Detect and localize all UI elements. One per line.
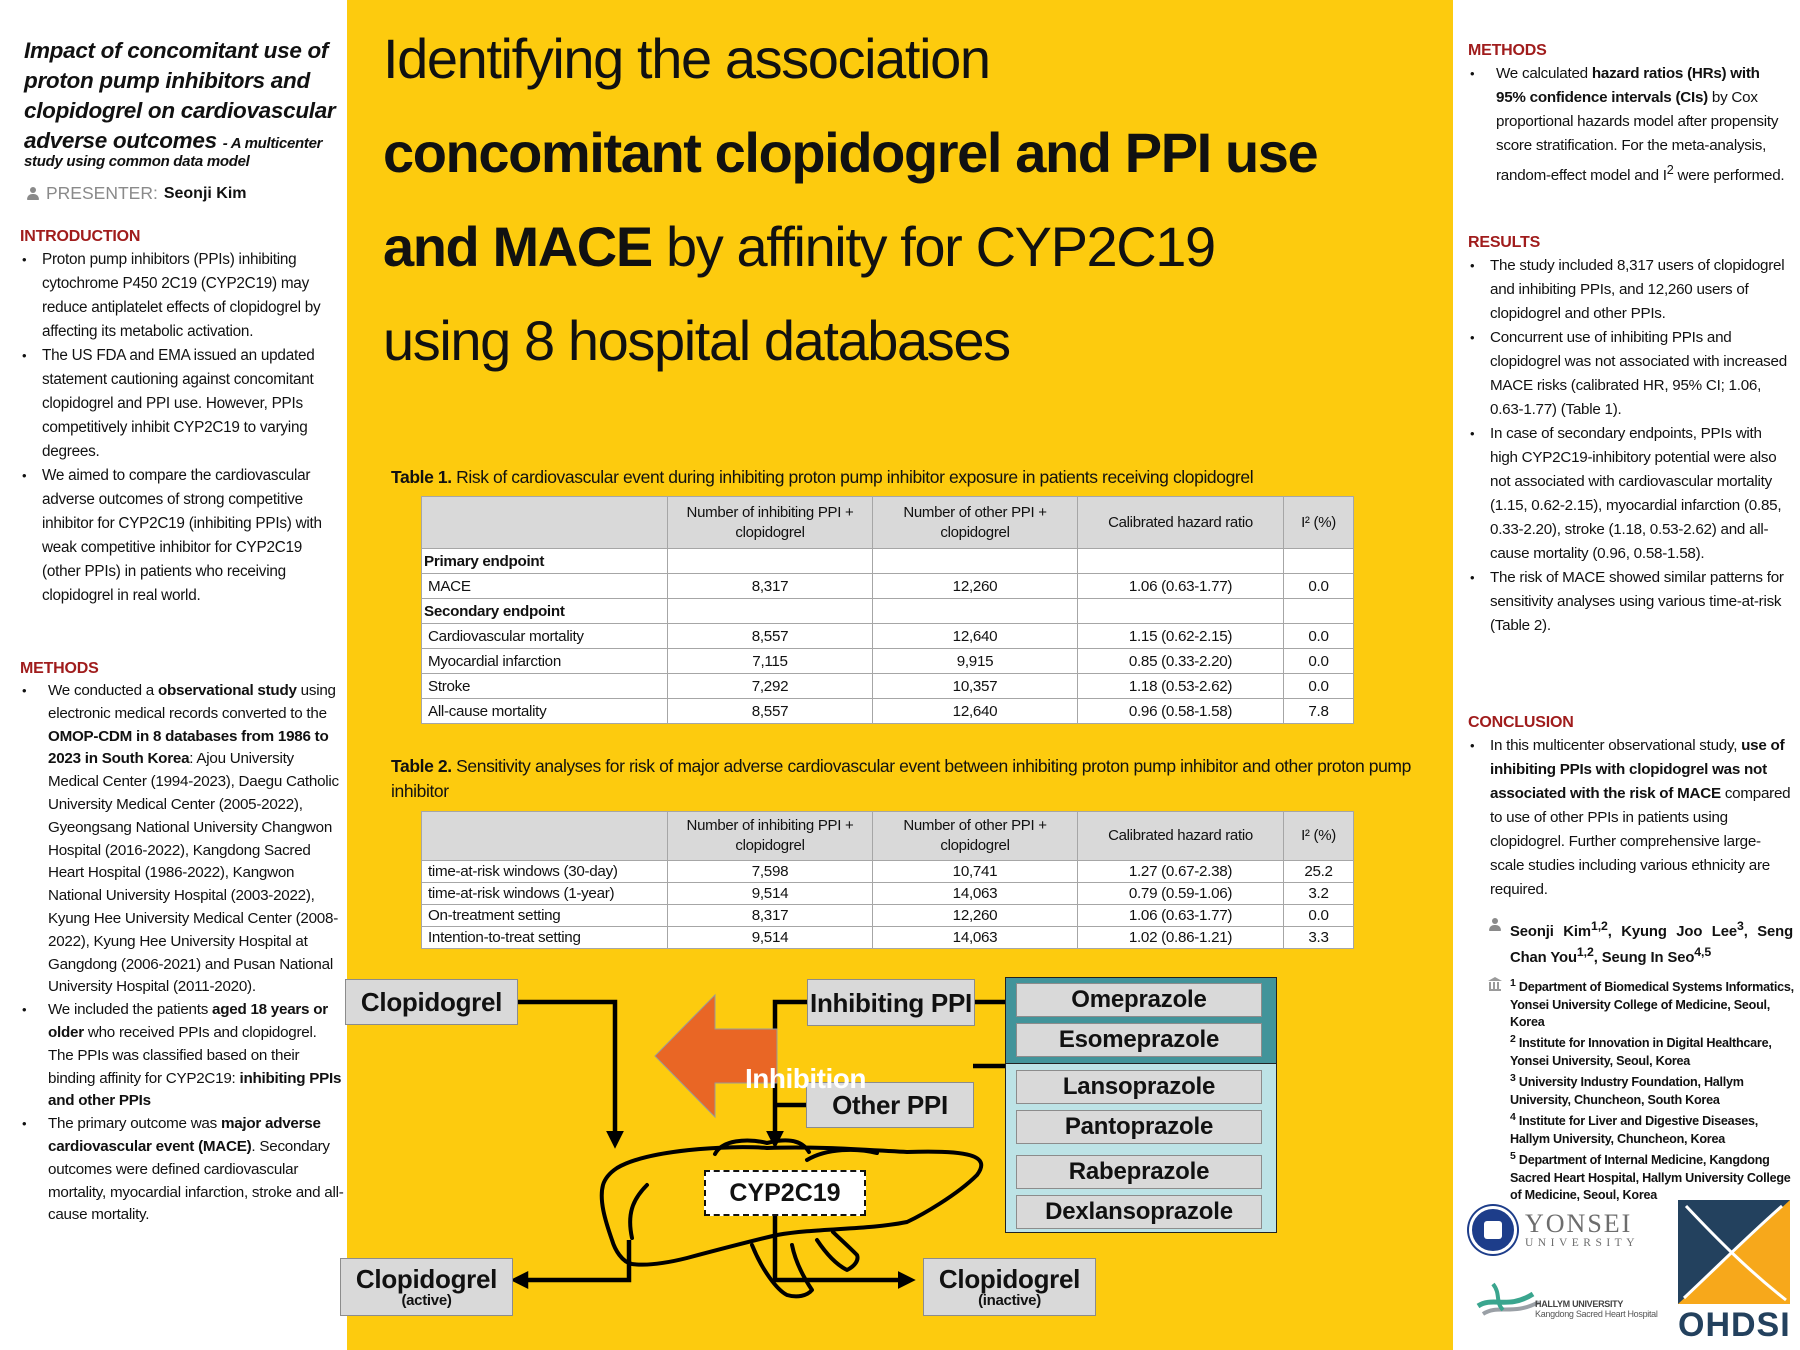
affiliation-list [1510, 975, 1800, 1205]
poster-subtitle-part1: - A multicenter [222, 135, 323, 152]
author-sup: 3 [1736, 919, 1744, 933]
table-row [422, 905, 1354, 927]
table1-cell [1284, 599, 1354, 624]
mechanism-diagram [347, 960, 1453, 1350]
affiliation-text: Department of Internal Medicine, Kangdong Sacred Heart Hospital, Hallym University College of Medicine, Seoul, Korea [1510, 1153, 1791, 1203]
headline-line: Identifying the association [383, 27, 990, 90]
table1-cell [1078, 599, 1284, 624]
table1-cell [668, 549, 873, 574]
inhibition-arrow [655, 995, 777, 1117]
results-bullet: • The risk of MACE showed similar patterns for sensitivity analyses using various time-at-risk (Table 2). [1468, 566, 1793, 638]
separator: , [1593, 949, 1602, 966]
table1-cell [873, 599, 1078, 624]
drug-rabeprazole: Rabeprazole [1016, 1155, 1262, 1189]
headline-line: using 8 hospital databases [383, 309, 1010, 372]
table1-group-label: Secondary endpoint [422, 599, 668, 624]
table1-caption-label: Table 1. [391, 467, 452, 487]
arrow-clopidogrel-to-enzyme [518, 1002, 615, 1142]
drug-lansoprazole: Lansoprazole [1016, 1070, 1262, 1104]
table1-cell-i2: 0.0 [1284, 674, 1354, 699]
methods-bullet [20, 1113, 345, 1227]
table1-cell-other: 10,357 [873, 674, 1078, 699]
text-bold: observational study [157, 682, 297, 699]
table1-cell-other: 12,640 [873, 699, 1078, 724]
affiliation-text: Department of Biomedical Systems Informatics, Yonsei University College of Medicine, Seoul, Korea [1510, 980, 1794, 1029]
table2-cell-inhibiting: 7,598 [668, 861, 873, 883]
table1-header-cell [422, 497, 668, 549]
affiliation-num: 4 [1510, 1111, 1516, 1124]
text: We conducted a [48, 682, 158, 699]
table1-cell-other: 9,915 [873, 649, 1078, 674]
headline [383, 12, 1443, 388]
author-name: Seung In Seo [1601, 949, 1695, 966]
table1-cell-outcome: All-cause mortality [422, 699, 668, 724]
text: using electronic medical records converted to the [48, 682, 336, 722]
cyp2c19-box: CYP2C19 [704, 1170, 866, 1216]
author-name: Seng Chan You [1510, 923, 1794, 966]
methods-heading: METHODS [20, 660, 99, 677]
headline-line [383, 106, 1443, 200]
text-bold: major adverse cardiovascular event (MACE) [48, 1115, 321, 1155]
table1-cell [1078, 549, 1284, 574]
ohdsi-name: OHDSI [1678, 1306, 1791, 1344]
table2-header-cell [422, 812, 668, 861]
table1-cell-outcome: MACE [422, 574, 668, 599]
person-icon [1488, 918, 1502, 932]
table1-cell-i2: 0.0 [1284, 574, 1354, 599]
poster-title-text: Impact of concomitant use of proton pump inhibitors and clopidogrel on cardiovascular adverse outcomes [24, 38, 336, 153]
text-bold: OMOP-CDM in 8 databases from 1986 to 2023 in South Korea [48, 727, 329, 768]
methods-bullet [20, 999, 345, 1113]
poster-title [24, 36, 342, 159]
author-sup: 1,2 [1590, 919, 1608, 933]
clopidogrel-input-label: Clopidogrel [360, 987, 503, 1017]
author-name: Seonji Kim [1510, 923, 1591, 940]
table2-caption-text: Sensitivity analyses for risk of major adverse cardiovascular event between inhibiting proton pump inhibitor and other proton pump inhibitor [391, 756, 1411, 801]
introduction-bullet: • Proton pump inhibitors (PPIs) inhibiting cytochrome P450 2C19 (CYP2C19) may reduce antiplatelet effects of clopidogrel by affecting its metabolic activation. [20, 248, 342, 344]
table2-cell-hr: 0.79 (0.59-1.06) [1078, 883, 1284, 905]
table2-cell-i2: 3.2 [1284, 883, 1354, 905]
table1-cell-outcome: Cardiovascular mortality [422, 624, 668, 649]
table1-header-cell: Calibrated hazard ratio [1078, 497, 1284, 549]
table1-header-cell: I² (%) [1284, 497, 1354, 549]
author-sup: 1,2 [1576, 944, 1594, 959]
text-bold: inhibiting PPIs and other PPIs [48, 1069, 342, 1110]
table1-cell-outcome: Myocardial infarction [422, 649, 668, 674]
table1-header-row [422, 497, 1354, 549]
table-row [422, 649, 1354, 674]
drug-omeprazole: Omeprazole [1016, 983, 1262, 1017]
table1-cell-other: 12,260 [873, 574, 1078, 599]
yonsei-wordmark [1525, 1210, 1639, 1250]
ohdsi-mark-icon [1678, 1200, 1790, 1304]
yonsei-seal-icon [1469, 1206, 1517, 1254]
table1-cell-hr: 1.15 (0.62-2.15) [1078, 624, 1284, 649]
drug-esomeprazole: Esomeprazole [1016, 1023, 1262, 1057]
table1-cell-i2: 0.0 [1284, 649, 1354, 674]
results-list [1468, 254, 1793, 638]
introduction-section [20, 228, 342, 608]
table1-cell [1284, 549, 1354, 574]
hallym-hospital: Kangdong Sacred Heart Hospital [1535, 1309, 1658, 1319]
presenter-label: PRESENTER: [46, 183, 158, 203]
clopidogrel-active-state: (active) [401, 1292, 452, 1309]
text: We calculated [1496, 65, 1592, 82]
table1-cell-hr: 1.18 (0.53-2.62) [1078, 674, 1284, 699]
table1-group-row [422, 599, 1354, 624]
results-bullet: • The study included 8,317 users of clopidogrel and inhibiting PPIs, and 12,260 users of clopidogrel and other PPIs. [1468, 254, 1793, 326]
hallym-name: HALLYM UNIVERSITY [1535, 1299, 1624, 1309]
table1-cell-other: 12,640 [873, 624, 1078, 649]
affiliation-item [1510, 1148, 1800, 1204]
table2-cell-inhibiting: 9,514 [668, 883, 873, 905]
inhibiting-ppi-label: Inhibiting PPI [810, 987, 972, 1018]
table2-header-cell: I² (%) [1284, 812, 1354, 861]
text-bold: hazard ratios (HRs) with 95% confidence intervals (CIs) [1496, 65, 1760, 106]
table1-cell-hr: 1.06 (0.63-1.77) [1078, 574, 1284, 599]
separator: , [1743, 923, 1758, 940]
table2-header-cell: Number of inhibiting PPI + clopidogrel [668, 812, 873, 861]
author-name: Kyung Joo Lee [1621, 923, 1737, 940]
introduction-bullet: • We aimed to compare the cardiovascular adverse outcomes of strong competitive inhibitor for CYP2C19 (inhibiting PPIs) with weak competitive inhibitor for CYP2C19 (other PPIs) in patients who receiving clopidogrel in real world. [20, 464, 342, 608]
table-row [422, 699, 1354, 724]
results-heading: RESULTS [1468, 234, 1541, 251]
table1-cell-outcome: Stroke [422, 674, 668, 699]
table1 [421, 496, 1354, 724]
text: . Secondary outcomes were defined cardiovascular mortality, myocardial infarction, stroke and all-cause mortality. [48, 1137, 344, 1224]
table1-cell-hr: 0.96 (0.58-1.58) [1078, 699, 1284, 724]
introduction-bullet: • The US FDA and EMA issued an updated statement cautioning against concomitant clopidogrel and PPI use. However, PPIs competitively inhibit CYP2C19 to varying degrees. [20, 344, 342, 464]
text: The primary outcome was [48, 1115, 221, 1133]
institution-icon [1488, 977, 1502, 989]
affiliation-num: 5 [1510, 1150, 1516, 1163]
table1-cell-inhibiting: 8,557 [668, 699, 873, 724]
affiliation-item [1510, 1070, 1800, 1109]
table2-cell-inhibiting: 8,317 [668, 905, 873, 927]
left-column [0, 0, 347, 1350]
table2-cell-other: 12,260 [873, 905, 1078, 927]
clopidogrel-input-box [345, 979, 518, 1025]
yonsei-name: YONSEI [1525, 1209, 1633, 1238]
introduction-heading: INTRODUCTION [20, 228, 141, 245]
headline-line [383, 200, 1443, 294]
headline-bold: and MACE [383, 215, 652, 278]
methods-bullet [1468, 62, 1793, 188]
text: who received PPIs and clopidogrel. The PPIs was classified based on their binding affinity for CYP2C19: [48, 1023, 317, 1087]
affiliations [1488, 975, 1800, 1205]
affiliation-text: University Industry Foundation, Hallym University, Chuncheon, South Korea [1510, 1075, 1744, 1107]
clopidogrel-inactive-box [923, 1258, 1096, 1316]
table1-caption-text: Risk of cardiovascular event during inhibiting proton pump inhibitor exposure in patients receiving clopidogrel [451, 467, 1254, 487]
table-row [422, 927, 1354, 949]
table1-caption [391, 465, 1253, 490]
inhibiting-ppi-box [807, 979, 975, 1026]
text: In this multicenter observational study, [1490, 737, 1742, 754]
table2-header-cell: Number of other PPI + clopidogrel [873, 812, 1078, 861]
yonsei-logo [1469, 1204, 1669, 1256]
methods-section-right [1468, 42, 1793, 188]
ohdsi-logo [1678, 1200, 1790, 1350]
table2-cell-hr: 1.02 (0.86-1.21) [1078, 927, 1284, 949]
results-section [1468, 234, 1793, 638]
table2-cell-analysis: time-at-risk windows (1-year) [422, 883, 668, 905]
table2-caption-label: Table 2. [391, 756, 452, 776]
affiliation-text: Institute for Innovation in Digital Healthcare, Yonsei University, Seoul, Korea [1510, 1036, 1772, 1068]
clopidogrel-active-label: Clopidogrel [355, 1264, 498, 1294]
methods-heading: METHODS [1468, 42, 1547, 59]
text: were performed. [1673, 167, 1785, 185]
text-bold: aged 18 years or older [48, 1001, 328, 1041]
author-sup: 4,5 [1694, 944, 1712, 959]
person-icon [26, 187, 40, 201]
table-row [422, 861, 1354, 883]
table2-caption [391, 754, 1411, 804]
conclusion-heading: CONCLUSION [1468, 714, 1574, 731]
authors [1488, 916, 1793, 968]
table2-cell-i2: 3.3 [1284, 927, 1354, 949]
affiliation-num: 3 [1510, 1072, 1516, 1085]
presenter-name: Seonji Kim [163, 184, 247, 202]
table2-cell-analysis: time-at-risk windows (30-day) [422, 861, 668, 883]
methods-bullet [20, 680, 345, 999]
conclusion-bullet [1468, 734, 1793, 902]
separator: , [1607, 923, 1622, 940]
superscript: 2 [1666, 163, 1674, 177]
table1-cell-inhibiting: 7,292 [668, 674, 873, 699]
table1-cell-i2: 7.8 [1284, 699, 1354, 724]
affiliation-num: 2 [1510, 1033, 1516, 1046]
conclusion-list [1468, 734, 1793, 902]
table2-header-row [422, 812, 1354, 861]
table1-group-row [422, 549, 1354, 574]
table1-cell-i2: 0.0 [1284, 624, 1354, 649]
affiliation-num: 1 [1510, 977, 1516, 989]
table1-cell [873, 549, 1078, 574]
table2-header-cell: Calibrated hazard ratio [1078, 812, 1284, 861]
table2-cell-inhibiting: 9,514 [668, 927, 873, 949]
table2-cell-analysis: On-treatment setting [422, 905, 668, 927]
results-bullet: • Concurrent use of inhibiting PPIs and clopidogrel was not associated with increased MACE risks (calibrated HR, 95% CI; 1.06, 0.63-1.77) (Table 1). [1468, 326, 1793, 422]
table1-header-cell: Number of inhibiting PPI + clopidogrel [668, 497, 873, 549]
affiliation-item [1510, 1031, 1800, 1070]
table2-cell-i2: 25.2 [1284, 861, 1354, 883]
table-row [422, 674, 1354, 699]
clopidogrel-inactive-label: Clopidogrel [938, 1264, 1081, 1294]
text: compared to use of other PPIs in patients using clopidogrel. Further comprehensive large-scale studies including various ethnicity are required. [1490, 785, 1791, 898]
affiliation-text: Institute for Liver and Digestive Diseases, Hallym University, Chuncheon, Korea [1510, 1114, 1758, 1146]
table1-cell-inhibiting: 8,317 [668, 574, 873, 599]
text: We included the patients [48, 1001, 213, 1019]
methods-section-left [20, 660, 345, 1227]
headline-bold: concomitant clopidogrel and PPI use [383, 121, 1318, 184]
clopidogrel-active-box [340, 1258, 513, 1316]
affiliation-item [1510, 975, 1800, 1031]
text: : Ajou University Medical Center (1994-2023), Daegu Catholic University Medical Center (2005-2022), Gyeongsang National University Changwon Hospital (2016-2022), Kangdong Sacred Heart Hospital (1986-2022), Kangwon National University Hospital (2003-2022), Kyung Hee University Medical Center (2008-2022), Kyung Hee University Hospital at Gangdong (2006-2021) and Pusan National University Hospital (2011-2020). [48, 750, 339, 996]
results-bullet: • In case of secondary endpoints, PPIs with high CYP2C19-inhibitory potential were also not associated with cardiovascular mortality (1.15, 0.62-2.15), myocardial infarction (0.85, 0.33-2.20), stroke (1.18, 0.53-2.62) and all-cause mortality (0.96, 0.58-1.58). [1468, 422, 1793, 566]
affiliation-item [1510, 1109, 1800, 1148]
table2-cell-hr: 1.27 (0.67-2.38) [1078, 861, 1284, 883]
hallym-wordmark [1535, 1299, 1658, 1319]
table2-cell-other: 14,063 [873, 927, 1078, 949]
table1-cell-hr: 0.85 (0.33-2.20) [1078, 649, 1284, 674]
inhibition-label: Inhibition [745, 1063, 866, 1094]
other-ppi-label: Other PPI [832, 1090, 948, 1120]
yonsei-university: UNIVERSITY [1525, 1237, 1639, 1249]
hallym-logo [1473, 1270, 1673, 1330]
table2-cell-analysis: Intention-to-treat setting [422, 927, 668, 949]
right-column [1453, 0, 1800, 1350]
table1-group-label: Primary endpoint [422, 549, 668, 574]
table2-cell-other: 14,063 [873, 883, 1078, 905]
table1-cell [668, 599, 873, 624]
poster-subtitle-part2: study using common data model [24, 153, 250, 170]
methods-list [20, 680, 345, 1227]
table2-cell-other: 10,741 [873, 861, 1078, 883]
hallym-mark-icon [1473, 1276, 1543, 1320]
table2-cell-hr: 1.06 (0.63-1.77) [1078, 905, 1284, 927]
table-row [422, 574, 1354, 599]
introduction-list [20, 248, 342, 608]
clopidogrel-inactive-state: (inactive) [978, 1292, 1041, 1309]
table-row [422, 883, 1354, 905]
author-list [1510, 916, 1793, 968]
text: by Cox proportional hazards model after propensity score stratification. For the meta-analysis, random-effect model and I [1496, 89, 1779, 185]
table1-cell-inhibiting: 7,115 [668, 649, 873, 674]
table1-cell-inhibiting: 8,557 [668, 624, 873, 649]
headline-text: by affinity for CYP2C19 [651, 215, 1215, 278]
table-row [422, 624, 1354, 649]
drug-dexlansoprazole: Dexlansoprazole [1016, 1195, 1262, 1229]
text-bold: use of inhibiting PPIs with clopidogrel was not associated with the risk of MACE [1490, 737, 1785, 802]
table2 [421, 811, 1354, 949]
table2-cell-i2: 0.0 [1284, 905, 1354, 927]
conclusion-section [1468, 714, 1793, 902]
methods-list [1468, 62, 1793, 188]
table1-header-cell: Number of other PPI + clopidogrel [873, 497, 1078, 549]
drug-pantoprazole: Pantoprazole [1016, 1110, 1262, 1144]
center-panel [347, 0, 1453, 1350]
presenter [26, 183, 247, 204]
ppi-drug-group [1005, 977, 1277, 1233]
